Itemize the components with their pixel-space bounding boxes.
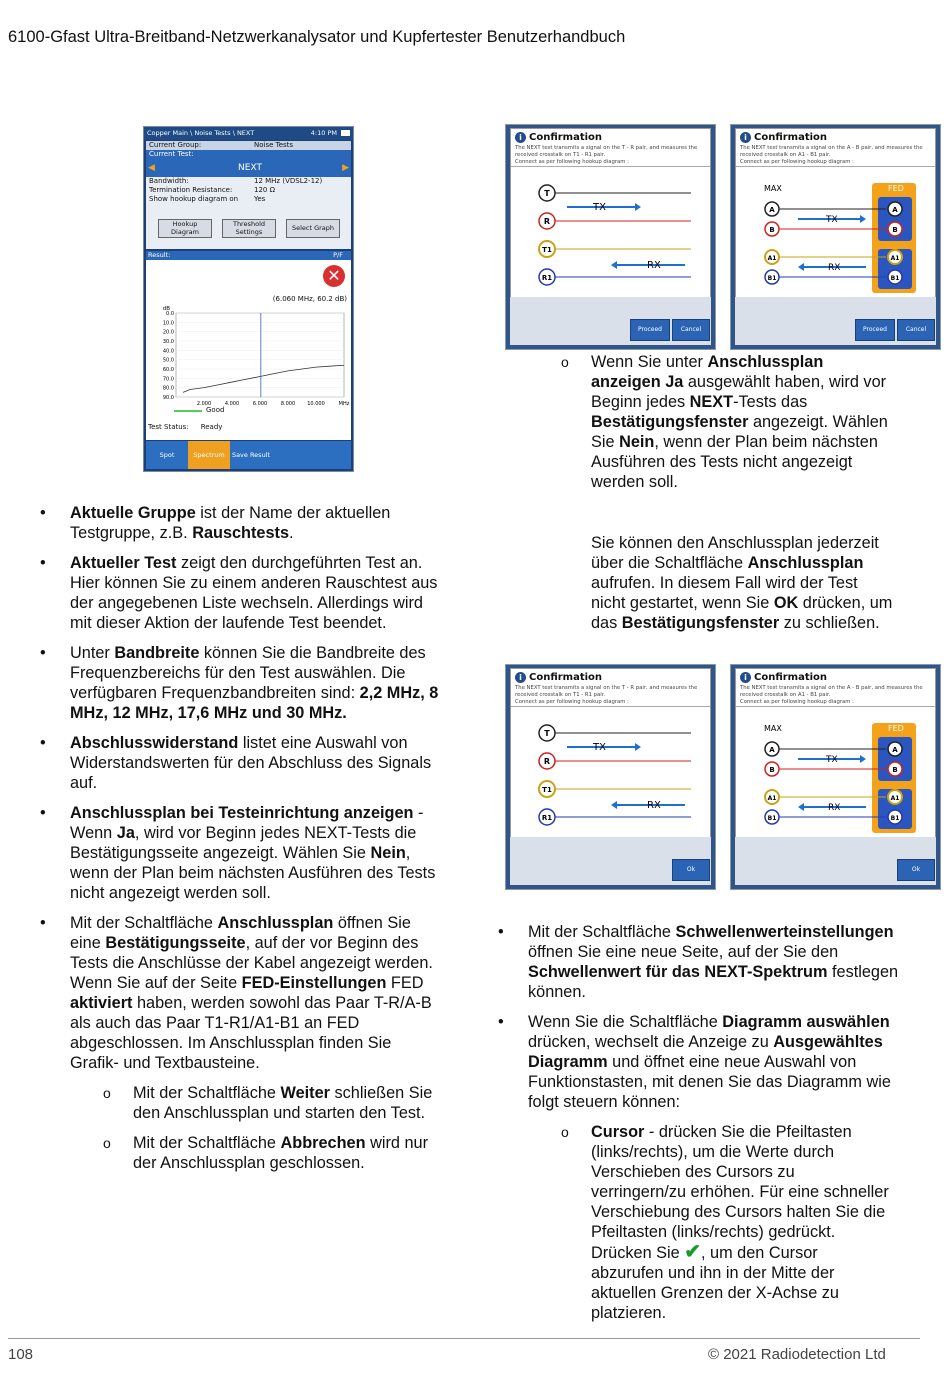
x-unit-label: MHz xyxy=(338,401,350,407)
hookup-instruction: Connect as per following hookup diagram : xyxy=(511,159,710,167)
fed-node-b1-label: B1 xyxy=(890,815,900,822)
confirmation-text: The NEXT test transmits a signal on the A - B pair, and measures the received crosstalk on A1 - B1 pair. xyxy=(740,145,923,158)
plot-area xyxy=(176,313,344,397)
hookup-diagram-ab-fed xyxy=(736,171,935,296)
list-item: • Mit der Schaltfläche Anschlussplan öffnen Sie eine Bestätigungsseite, auf der vor Beginn des Tests die Anschlüsse der Kabel angezeigt werden. Wenn Sie auf der Seite FED-Einstellungen FED aktiviert haben, werden sowohl das Paar T-R/A-B als auch das Paar T1-R1/A1-B1 an FED abgeschlossen. Im Anschlussplan finden Sie Grafik- und Textbausteine. xyxy=(40,914,433,1072)
info-icon: i xyxy=(740,132,751,143)
legend-good-swatch xyxy=(174,410,202,412)
node-a-label: A xyxy=(769,206,775,214)
confirmation-text: The NEXT test transmits a signal on the T - R pair, and measures the received crosstalk on T1 - R1 pair. xyxy=(515,145,698,158)
x-tick-label: 2.000 xyxy=(196,401,212,407)
node-t1-label: T1 xyxy=(542,786,552,794)
x-tick-label: 6.000 xyxy=(252,401,268,407)
checkmark-icon: ✔ xyxy=(684,1241,701,1263)
confirmation-screen-ab-fed xyxy=(730,124,941,350)
node-r1-label: R1 xyxy=(541,274,553,282)
device-softkeys xyxy=(146,441,351,469)
pf-label: P/F xyxy=(333,251,343,259)
footer-divider xyxy=(8,1338,920,1339)
confirmation-screen-tr xyxy=(505,124,716,350)
device-clock: 4:10 PM xyxy=(310,129,337,137)
current-test-value: NEXT xyxy=(238,163,262,173)
node-a1-label: A1 xyxy=(767,255,777,262)
tx-label: TX xyxy=(826,755,838,765)
device-result-panel xyxy=(146,251,351,440)
page-header: 6100-Gfast Ultra-Breitband-Netzwerkanalysator und Kupfertester Benutzerhandbuch xyxy=(8,28,626,46)
confirmation-title: Confirmation xyxy=(529,132,603,143)
hookup-label: Show hookup diagram on xyxy=(149,195,239,203)
ok-button[interactable]: Ok xyxy=(897,859,935,881)
sub-list-item: o Wenn Sie unter Anschlussplan anzeigen Ja ausgewählt haben, wird vor Beginn jedes NEXT-Tests das Bestätigungsfenster angezeigt. Wählen Sie Nein, wenn der Plan beim nächsten Ausführen des Tests nicht angezeigt werden soll. xyxy=(561,353,888,491)
x-tick-label: 8.000 xyxy=(280,401,296,407)
max-label: MAX xyxy=(764,184,782,193)
list-item: • Wenn Sie die Schaltfläche Diagramm auswählen drücken, wechselt die Anzeige zu Ausgewähltes Diagramm und öffnet eine neue Auswahl von Funktionstasten, mit denen Sie das Diagramm wie folgt steuern können: xyxy=(498,1013,891,1111)
fed-node-b1-label: B1 xyxy=(890,275,900,282)
sub-list-item: o Mit der Schaltfläche Weiter schließen Sie den Anschlussplan und starten den Test. xyxy=(103,1084,433,1122)
max-label: MAX xyxy=(764,724,782,733)
y-tick-label: 20.0 xyxy=(162,329,174,336)
arrow-right-icon[interactable]: ▶ xyxy=(342,163,349,173)
right-paragraph: Sie können den Anschlussplan jederzeit über die Schaltfläche Anschlussplan aufrufen. In diesem Fall wird der Test nicht gestartet, wenn Sie OK drücken, um das Bestätigungsfenster zu schließen. xyxy=(591,534,893,632)
info-icon: i xyxy=(515,132,526,143)
test-status-value: Ready xyxy=(200,423,223,431)
rx-label: RX xyxy=(647,800,661,811)
list-item: • Abschlusswiderstand listet eine Auswahl von Widerstandswerten für den Abschluss des Signals auf. xyxy=(40,734,432,792)
list-item: • Unter Bandbreite können Sie die Bandbreite des Frequenzbereichs für den Test auswählen. Die verfügbaren Frequenzbandbreiten sind: 2,2 MHz, 8 MHz, 12 MHz, 17,6 MHz und 30 MHz. xyxy=(40,644,439,722)
hookup-value[interactable]: Yes xyxy=(254,195,266,203)
y-tick-label: 90.0 xyxy=(162,395,174,401)
y-tick-label: 10.0 xyxy=(162,320,174,327)
confirmation-window xyxy=(735,668,936,838)
list-item: • Aktuelle Gruppe ist der Name der aktuellen Testgruppe, z.B. Rauschtests. xyxy=(40,504,391,542)
fed-node-b-label: B xyxy=(892,226,898,234)
node-a1-label: A1 xyxy=(767,795,777,802)
device-breadcrumb: Copper Main \ Noise Tests \ NEXT xyxy=(147,129,255,137)
spot-softkey[interactable]: Spot xyxy=(159,451,175,459)
y-tick-label: 50.0 xyxy=(162,357,174,364)
list-item: • Aktueller Test zeigt den durchgeführten Test an. Hier können Sie zu einem anderen Rauschtest aus der angegebenen Liste wechseln. Allerdings wird mit dieser Aktion der laufende Test beendet. xyxy=(40,554,438,632)
result-label: Result: xyxy=(148,251,171,259)
select-graph-button[interactable]: Select Graph xyxy=(286,219,340,238)
node-a-label: A xyxy=(769,746,775,754)
fed-node-a1-label: A1 xyxy=(890,255,900,262)
page-number: 108 xyxy=(8,1346,34,1363)
test-status-label: Test Status: xyxy=(148,423,189,431)
confirmation-title: Confirmation xyxy=(529,672,603,683)
y-tick-label: 30.0 xyxy=(162,339,174,345)
proceed-button[interactable]: Proceed xyxy=(855,319,895,341)
node-r-label: R xyxy=(543,217,551,226)
confirmation-text: The NEXT test transmits a signal on the T - R pair, and measures the received crosstalk on T1 - R1 pair. xyxy=(515,685,698,698)
legend-good-label: Good xyxy=(206,406,225,414)
ok-button[interactable]: Ok xyxy=(672,859,710,881)
confirmation-window xyxy=(510,128,711,298)
fed-label: FED xyxy=(888,184,904,193)
fed-node-a-label: A xyxy=(892,746,898,754)
tx-label: TX xyxy=(593,742,606,753)
x-tick-label: 10.000 xyxy=(307,401,325,407)
fed-label: FED xyxy=(888,724,904,733)
fail-icon: ✕ xyxy=(323,265,345,287)
y-unit-label: dB xyxy=(162,306,170,312)
device-title-bar xyxy=(144,127,353,140)
tx-label: TX xyxy=(826,215,838,225)
confirmation-text: The NEXT test transmits a signal on the A - B pair, and measures the received crosstalk on A1 - B1 pair. xyxy=(740,685,923,698)
proceed-button[interactable]: Proceed xyxy=(630,319,670,341)
save-result-softkey[interactable]: Save Result xyxy=(231,451,271,459)
confirmation-screen-tr-ok xyxy=(505,664,716,890)
current-group-label: Current Group: xyxy=(149,141,202,149)
cancel-button[interactable]: Cancel xyxy=(897,319,935,341)
cursor-readout: (6.060 MHz, 60.2 dB) xyxy=(272,295,347,303)
list-item: • Anschlussplan bei Testeinrichtung anzeigen - Wenn Ja, wird vor Beginn jedes NEXT-Tests die Bestätigungsseite angezeigt. Wählen Sie Nein, wenn der Plan beim nächsten Ausführen des Tests nicht angezeigt werden soll. xyxy=(40,804,436,902)
hookup-instruction: Connect as per following hookup diagram : xyxy=(736,159,935,167)
fed-node-a-label: A xyxy=(892,206,898,214)
right-sub-text-1 xyxy=(561,352,896,502)
hookup-diagram-tr xyxy=(511,171,710,296)
bandwidth-value[interactable]: 12 MHz (VDSL2-12) xyxy=(254,177,323,185)
rx-label: RX xyxy=(828,803,841,813)
hookup-diagram-tr xyxy=(511,711,710,836)
y-tick-label: 80.0 xyxy=(162,385,174,392)
rx-label: RX xyxy=(647,260,661,271)
cancel-button[interactable]: Cancel xyxy=(672,319,710,341)
y-tick-label: 70.0 xyxy=(162,376,174,383)
node-b1-label: B1 xyxy=(767,815,777,822)
confirmation-window xyxy=(735,128,936,298)
node-r-label: R xyxy=(543,757,551,766)
confirmation-screen-ab-fed-ok xyxy=(730,664,941,890)
arrow-left-icon[interactable]: ◀ xyxy=(148,163,155,173)
hookup-instruction: Connect as per following hookup diagram : xyxy=(736,699,935,707)
y-tick-label: 40.0 xyxy=(162,348,174,355)
y-tick-label: 60.0 xyxy=(162,367,174,373)
node-t1-label: T1 xyxy=(542,246,552,254)
confirmation-window xyxy=(510,668,711,838)
current-test-selector[interactable] xyxy=(146,159,351,177)
copyright: © 2021 Radiodetection Ltd xyxy=(708,1346,886,1363)
hookup-diagram-button[interactable]: Hookup Diagram xyxy=(158,219,212,238)
battery-icon xyxy=(341,130,350,136)
fed-node-a1-label: A1 xyxy=(890,795,900,802)
node-b-label: B xyxy=(769,226,775,234)
info-icon: i xyxy=(515,672,526,683)
node-b1-label: B1 xyxy=(767,275,777,282)
device-screenshot xyxy=(143,126,354,472)
list-item: • Mit der Schaltfläche Schwellenwerteinstellungen öffnen Sie eine neue Seite, auf der Sie den Schwellenwert für das NEXT-Spektrum festlegen können. xyxy=(498,923,899,1001)
termination-value[interactable]: 120 Ω xyxy=(254,186,275,194)
fed-node-b-label: B xyxy=(892,766,898,774)
bandwidth-label: Bandwidth: xyxy=(149,177,189,185)
sub-list-item: o Cursor - drücken Sie die Pfeiltasten (links/rechts), um die Werte durch Verschieben des Cursors zu verringern/zu erhöhen. Für eine schneller Verschiebung des Cursors halten Sie die Pfeiltasten (links/rechts) gedrückt. Drücken Sie ✔, um den Cursor abzurufen und ihn in der Mitte der aktuellen Grenzen der X-Achse zu platzieren. xyxy=(561,1123,889,1322)
tx-label: TX xyxy=(593,202,606,213)
hookup-diagram-ab-fed xyxy=(736,711,935,836)
info-icon: i xyxy=(740,672,751,683)
threshold-settings-button[interactable]: Threshold Settings xyxy=(222,219,276,238)
hookup-instruction: Connect as per following hookup diagram : xyxy=(511,699,710,707)
x-tick-label: 4.000 xyxy=(224,401,240,407)
confirmation-title: Confirmation xyxy=(754,672,828,683)
node-t-label: T xyxy=(544,189,550,198)
left-column xyxy=(40,503,442,1183)
sub-list-item: o Mit der Schaltfläche Abbrechen wird nur der Anschlussplan geschlossen. xyxy=(103,1134,428,1172)
noise-spectrum-chart[interactable] xyxy=(146,303,351,413)
current-group-value: Noise Tests xyxy=(254,141,294,149)
current-test-label: Current Test: xyxy=(146,150,351,159)
node-t-label: T xyxy=(544,729,550,738)
confirmation-title: Confirmation xyxy=(754,132,828,143)
y-tick-label: 0.0 xyxy=(166,311,174,317)
termination-label: Termination Resistance: xyxy=(149,186,233,194)
device-settings-panel xyxy=(146,141,351,249)
node-b-label: B xyxy=(769,766,775,774)
right-column-bullets xyxy=(498,922,900,1333)
node-r1-label: R1 xyxy=(541,814,553,822)
spectrum-softkey[interactable]: Spectrum xyxy=(188,441,230,469)
rx-label: RX xyxy=(828,263,841,273)
